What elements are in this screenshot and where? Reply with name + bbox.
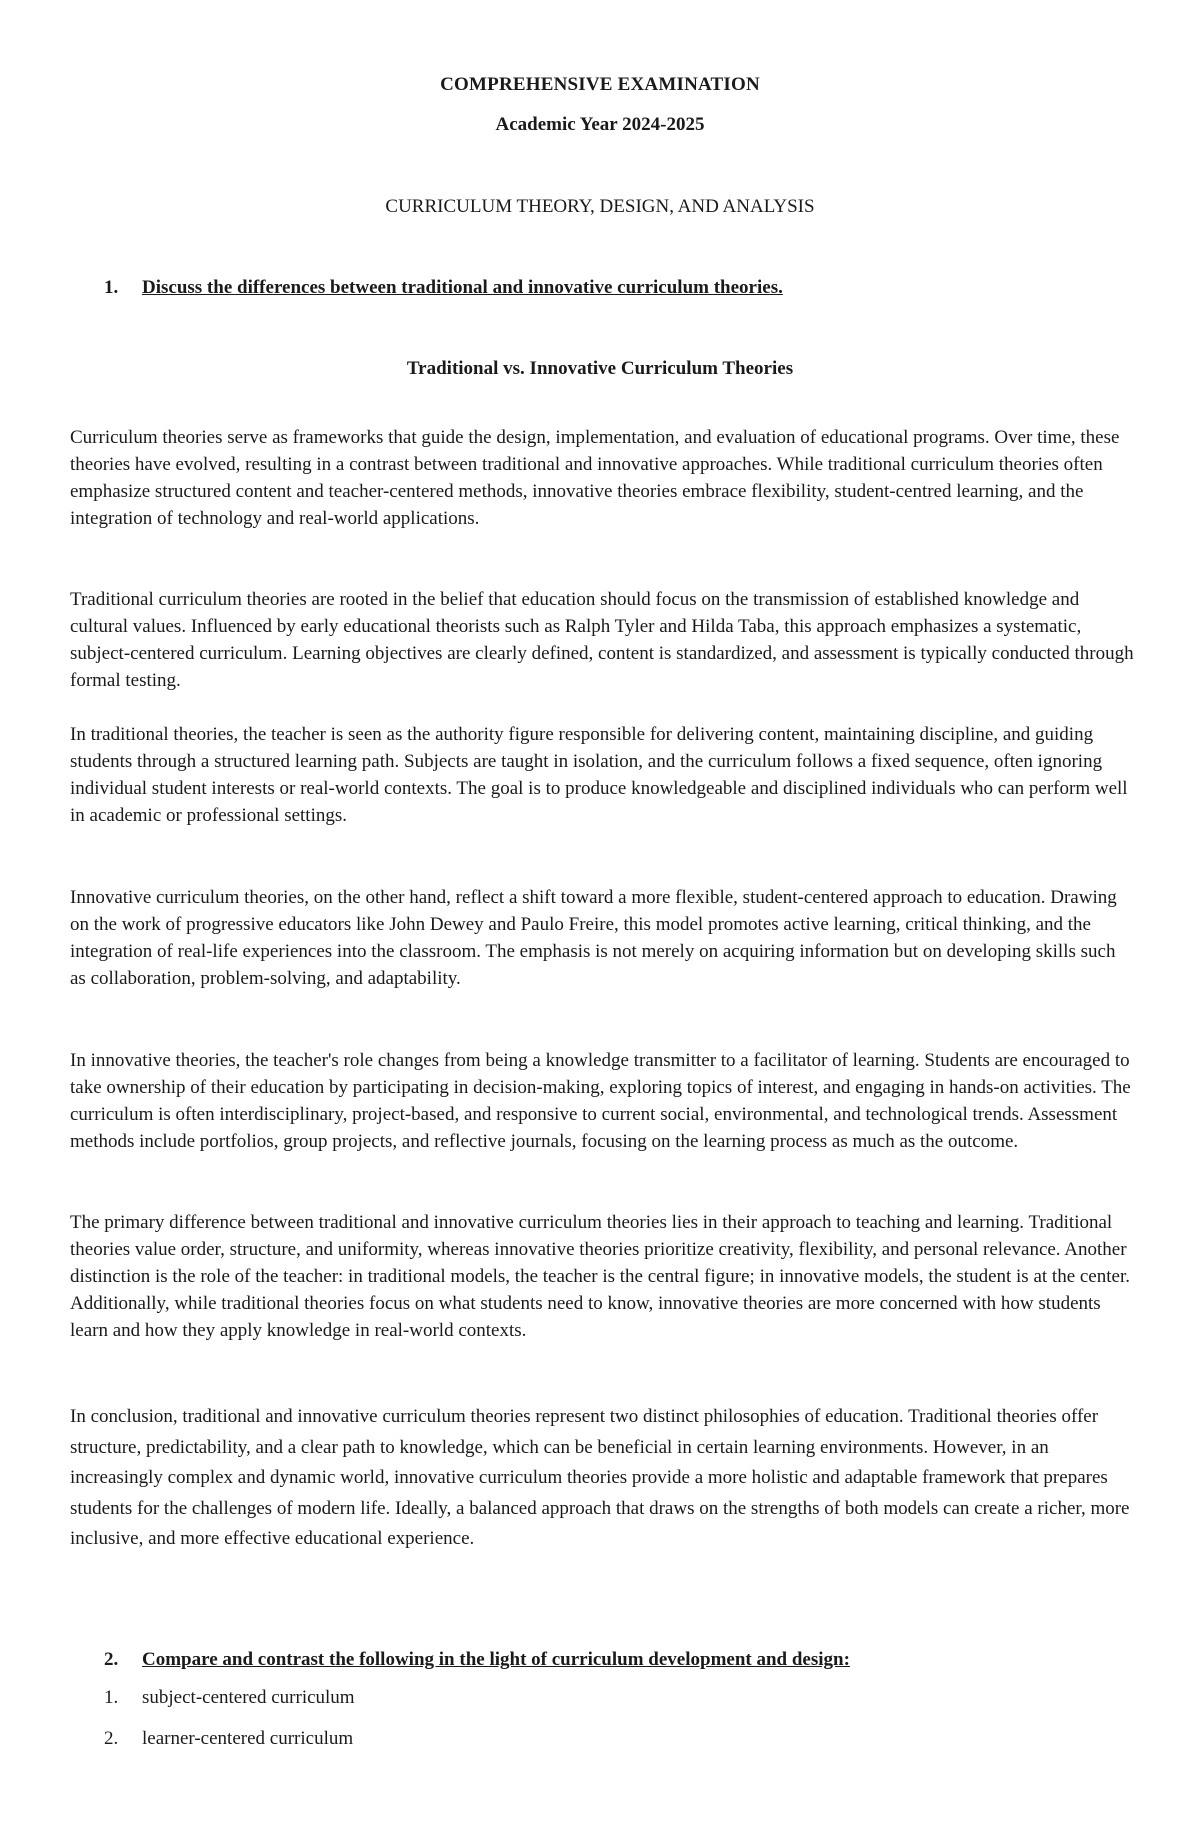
paragraph-2: Traditional curriculum theories are rooted in the belief that education should focus on the transmission of established knowledge and cultural values. Influenced by early educational theorists such as Ralph Tyler and Hilda Taba, this approach emphasizes a systematic, subject-centered curriculum. Learning objectives are clearly defined, content is standardized, and assessment is typically conducted through formal testing. — [70, 589, 1134, 691]
paragraph-6: The primary difference between traditional and innovative curriculum theories lies in their approach to teaching and learning. Traditional theories value order, structure, and uniformity, whereas innovative theories prioritize creativity, flexibility, and personal relevance. Another distinction is the role of the teacher: in traditional models, the teacher is the central figure; in innovative models, the student is at the center. Additionally, while traditional theories focus on what students need to know, innovative theories are more concerned with how students learn and how they apply knowledge in real-world contexts. — [70, 1212, 1130, 1341]
list-item-number: 1. — [104, 1687, 119, 1708]
paragraph-5: In innovative theories, the teacher's role changes from being a knowledge transmitter to a facilitator of learning. Students are encouraged to take ownership of their education by participating in decision-making, exploring topics of interest, and engaging in hands-on activities. The curriculum is often interdisciplinary, project-based, and responsive to current social, environmental, and technological trends. Assessment methods include portfolios, group projects, and reflective journals, focusing on the learning process as much as the outcome. — [70, 1050, 1131, 1152]
list-item — [104, 1728, 353, 1750]
exam-title: COMPREHENSIVE EXAMINATION — [440, 74, 760, 95]
course-title: CURRICULUM THEORY, DESIGN, AND ANALYSIS — [385, 196, 815, 217]
list-item-number: 2. — [104, 1728, 119, 1749]
question-1-number: 1. — [104, 277, 119, 298]
question-1 — [104, 277, 783, 299]
section-title: Traditional vs. Innovative Curriculum Theories — [406, 358, 794, 379]
question-2 — [104, 1649, 850, 1671]
paragraph-3: In traditional theories, the teacher is seen as the authority figure responsible for delivering content, maintaining discipline, and guiding students through a structured learning path. Subjects are taught in isolation, and the curriculum follows a fixed sequence, often ignoring individual student interests or real-world contexts. The goal is to produce knowledgeable and disciplined individuals who can perform well in academic or professional settings. — [70, 724, 1128, 826]
list-item-text: subject-centered curriculum — [142, 1687, 355, 1708]
list-item-text: learner-centered curriculum — [142, 1728, 354, 1749]
question-2-text: Compare and contrast the following in the light of curriculum development and design: — [142, 1649, 850, 1670]
academic-year: Academic Year 2024-2025 — [495, 114, 705, 135]
question-1-text: Discuss the differences between traditional and innovative curriculum theories. — [142, 277, 783, 298]
question-2-number: 2. — [104, 1649, 119, 1670]
paragraph-4: Innovative curriculum theories, on the other hand, reflect a shift toward a more flexible, student-centered approach to education. Drawing on the work of progressive educators like John Dewey and Paulo Freire, this model promotes active learning, critical thinking, and the integration of real-life experiences into the classroom. The emphasis is not merely on acquiring information but on developing skills such as collaboration, problem-solving, and adaptability. — [70, 887, 1117, 989]
paragraph-7: In conclusion, traditional and innovative curriculum theories represent two distinct philosophies of education. Traditional theories offer structure, predictability, and a clear path to knowledge, which can be beneficial in certain learning environments. However, in an increasingly complex and dynamic world, innovative curriculum theories provide a more holistic and adaptable framework that prepares students for the challenges of modern life. Ideally, a balanced approach that draws on the strengths of both models can create a richer, more inclusive, and more effective educational experience. — [70, 1406, 1130, 1550]
paragraph-1: Curriculum theories serve as frameworks that guide the design, implementation, and evaluation of educational programs. Over time, these theories have evolved, resulting in a contrast between traditional and innovative approaches. While traditional curriculum theories often emphasize structured content and teacher-centered methods, innovative theories embrace flexibility, student-centred learning, and the integration of technology and real-world applications. — [70, 427, 1120, 529]
list-item — [104, 1687, 355, 1709]
